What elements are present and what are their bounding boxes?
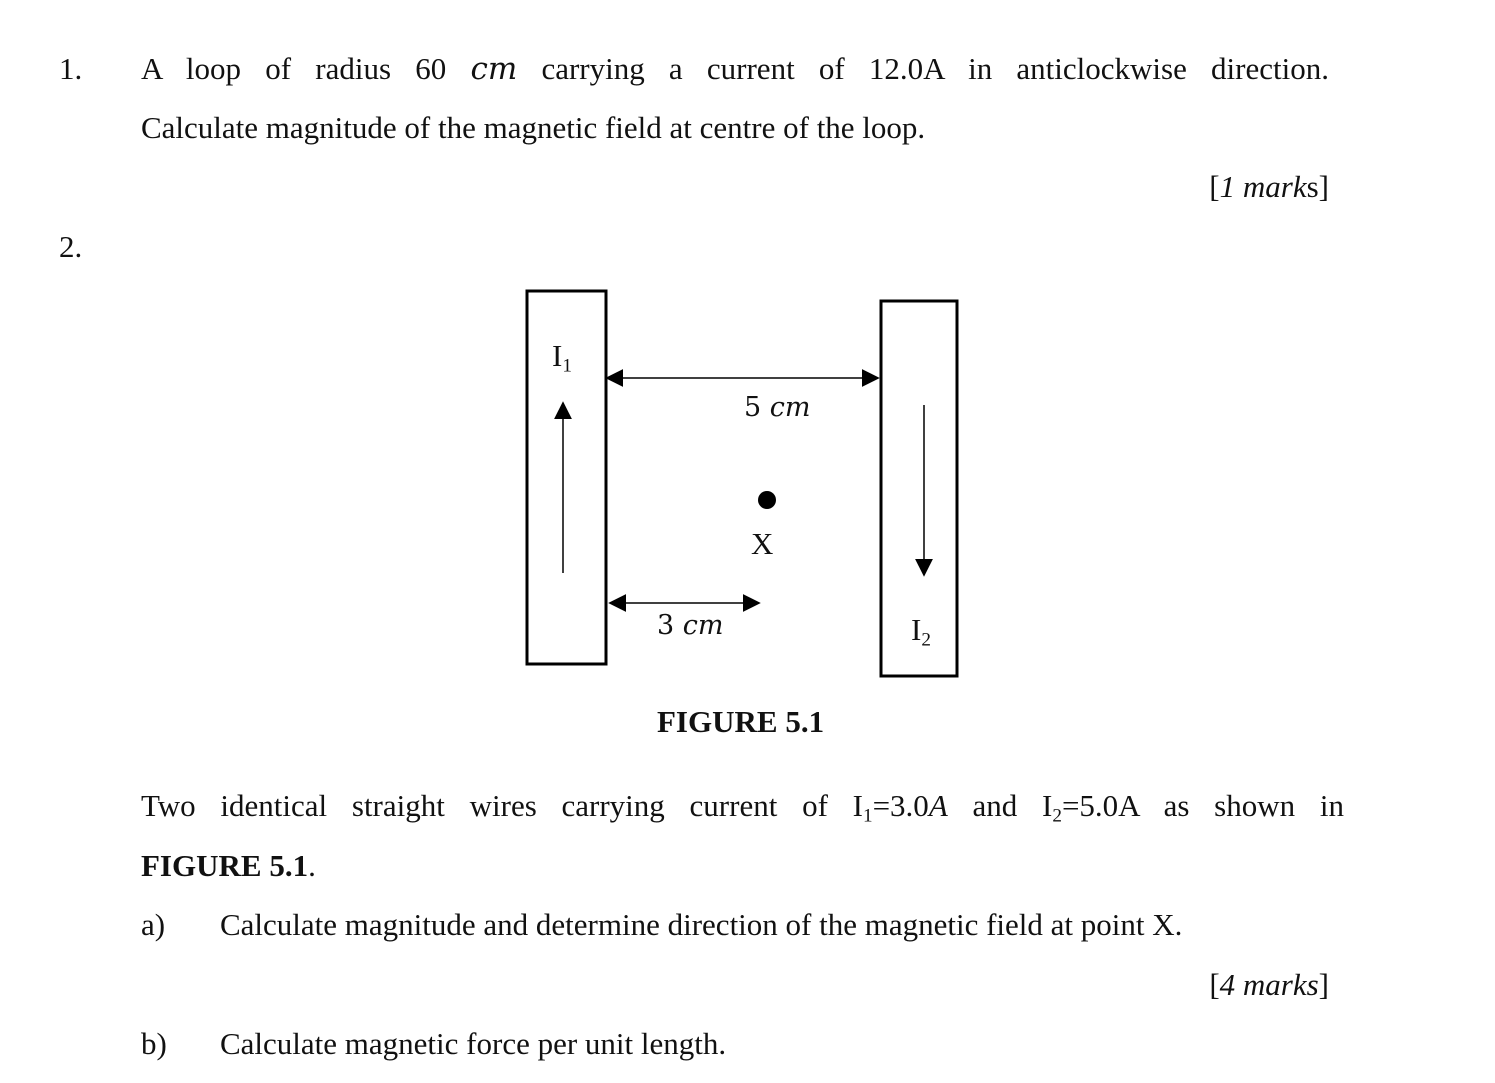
label-5cm: 5 cm	[744, 392, 811, 423]
q1-marks-tail: s	[1306, 169, 1319, 204]
q2-stem-line-2: FIGURE 5.1.	[141, 848, 316, 883]
q1-unit-cm: cm	[470, 51, 518, 87]
q1-line-2: Calculate magnitude of the magnetic field at centre of the loop.	[141, 110, 926, 145]
q1-number: 1.	[59, 51, 83, 86]
part-b-letter: b)	[141, 1026, 167, 1061]
q2-stem-part-2: and $I_2=5.0A$ as shown in	[972, 788, 1344, 827]
q1-marks: [1 marks]	[1209, 169, 1329, 204]
part-a-marks: [4 marks]	[1209, 967, 1329, 1002]
figure-caption: FIGURE 5.1	[657, 704, 825, 739]
label-i2: $I_2$	[911, 612, 931, 651]
point-x-dot	[758, 491, 776, 509]
q2-stem-line-1	[141, 788, 1344, 827]
q1-marks-value: 1 mark	[1219, 169, 1307, 204]
label-3cm: 3 cm	[657, 610, 724, 641]
figure-reference: FIGURE 5.1	[141, 848, 309, 883]
label-point-x: X	[751, 526, 774, 561]
q1-line-1-start: A loop of radius 60	[141, 51, 447, 86]
q1-line-1-end: carrying a current of 12.0A in anticlockwise direction.	[541, 51, 1329, 86]
part-a-letter: a)	[141, 907, 166, 942]
part-a-text: Calculate magnitude and determine direction of the magnetic field at point X.	[220, 907, 1183, 942]
q2-stem-part-1: Two identical straight wires carrying current of $I_1=3.0A$	[141, 788, 948, 827]
label-i1: $I_1$	[552, 338, 572, 377]
q2-number: 2.	[59, 229, 83, 264]
part-b-text: Calculate magnetic force per unit length.	[220, 1026, 727, 1061]
part-a-marks-value: 4 marks	[1219, 967, 1319, 1002]
